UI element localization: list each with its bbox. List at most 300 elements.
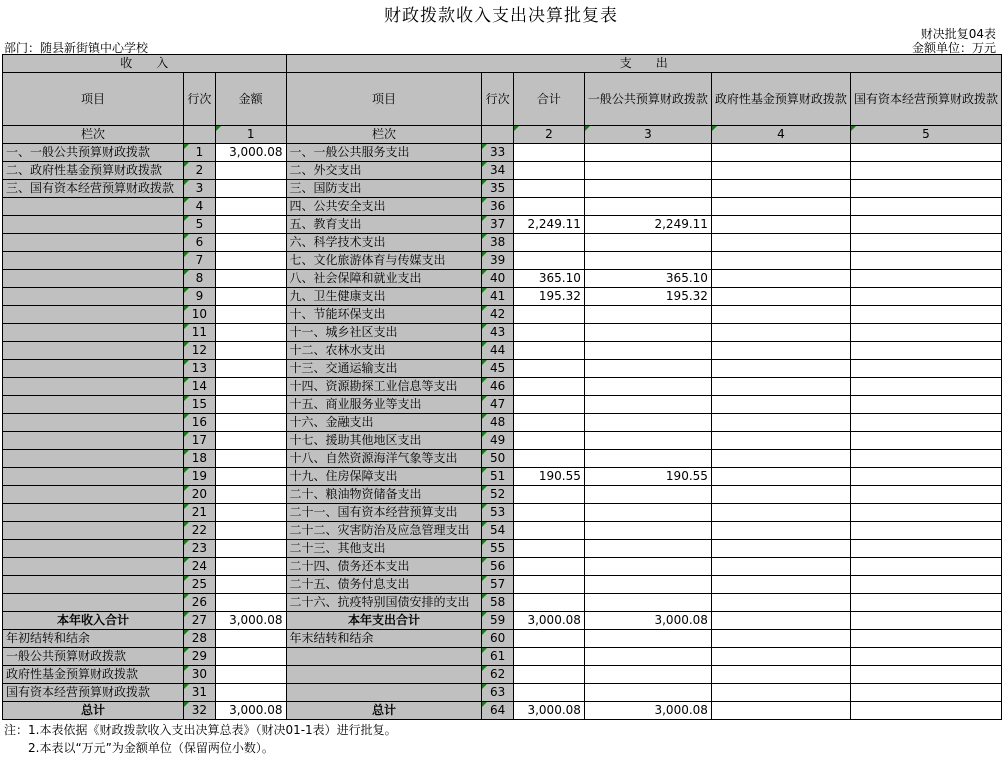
expense-total-sum[interactable]: 3,000.08 bbox=[513, 702, 584, 720]
expense-gov-fund[interactable] bbox=[711, 198, 850, 216]
income-amount[interactable] bbox=[215, 360, 286, 378]
expense-gov-fund[interactable] bbox=[711, 486, 850, 504]
carry-expense-general[interactable] bbox=[584, 684, 711, 702]
income-item bbox=[3, 450, 184, 468]
income-item bbox=[3, 324, 184, 342]
income-line-no: 6 bbox=[184, 234, 216, 252]
expense-gov-fund[interactable] bbox=[711, 540, 850, 558]
income-line-no: 25 bbox=[184, 576, 216, 594]
carry-income-amount[interactable] bbox=[215, 666, 286, 684]
expense-general-budget[interactable] bbox=[584, 540, 711, 558]
expense-state-capital[interactable] bbox=[850, 576, 1001, 594]
expense-general-budget[interactable] bbox=[584, 378, 711, 396]
income-amount[interactable] bbox=[215, 540, 286, 558]
expense-total[interactable] bbox=[513, 342, 584, 360]
expense-line-no: 35 bbox=[482, 180, 514, 198]
expense-total-line-no: 64 bbox=[482, 702, 514, 720]
expense-total-gov-fund[interactable] bbox=[711, 612, 850, 630]
income-amount[interactable] bbox=[215, 378, 286, 396]
carry-over-row bbox=[3, 630, 1002, 648]
income-item bbox=[3, 468, 184, 486]
header-gov-fund: 政府性基金预算财政拨款 bbox=[711, 73, 850, 126]
expense-item: 二十四、债务还本支出 bbox=[286, 558, 482, 576]
income-item bbox=[3, 504, 184, 522]
expense-gov-fund[interactable] bbox=[711, 378, 850, 396]
income-amount[interactable] bbox=[215, 180, 286, 198]
income-amount[interactable] bbox=[215, 558, 286, 576]
table-row bbox=[3, 288, 1002, 306]
expense-total[interactable]: 195.32 bbox=[513, 288, 584, 306]
expense-state-capital[interactable] bbox=[850, 432, 1001, 450]
expense-state-capital[interactable] bbox=[850, 306, 1001, 324]
expense-line-no: 51 bbox=[482, 468, 514, 486]
expense-state-capital[interactable] bbox=[850, 216, 1001, 234]
expense-item: 十九、住房保障支出 bbox=[286, 468, 482, 486]
expense-general-budget[interactable]: 190.55 bbox=[584, 468, 711, 486]
expense-item: 二十一、国有资本经营预算支出 bbox=[286, 504, 482, 522]
expense-section: 支 出 bbox=[286, 55, 1001, 73]
carry-expense-line-no: 63 bbox=[482, 684, 514, 702]
expense-gov-fund[interactable] bbox=[711, 252, 850, 270]
expense-state-capital[interactable] bbox=[850, 360, 1001, 378]
expense-general-budget[interactable] bbox=[584, 234, 711, 252]
expense-state-capital[interactable] bbox=[850, 468, 1001, 486]
income-item bbox=[3, 432, 184, 450]
expense-item: 二十、粮油物资储备支出 bbox=[286, 486, 482, 504]
expense-line-no: 58 bbox=[482, 594, 514, 612]
expense-total[interactable] bbox=[513, 252, 584, 270]
table-row bbox=[3, 360, 1002, 378]
carry-income-line-no: 31 bbox=[184, 684, 216, 702]
column-2: 2 bbox=[513, 126, 584, 144]
expense-item: 一、一般公共服务支出 bbox=[286, 144, 482, 162]
income-line-no: 14 bbox=[184, 378, 216, 396]
expense-state-capital[interactable] bbox=[850, 450, 1001, 468]
income-item bbox=[3, 540, 184, 558]
income-amount[interactable] bbox=[215, 252, 286, 270]
header-item: 项目 bbox=[3, 73, 184, 126]
table-row bbox=[3, 432, 1002, 450]
income-amount[interactable] bbox=[215, 486, 286, 504]
expense-general-budget[interactable] bbox=[584, 360, 711, 378]
income-item bbox=[3, 576, 184, 594]
table-row bbox=[3, 468, 1002, 486]
income-item: 二、政府性基金预算财政拨款 bbox=[3, 162, 184, 180]
expense-line-no: 56 bbox=[482, 558, 514, 576]
carry-expense-state-capital[interactable] bbox=[850, 648, 1001, 666]
header-state-capital: 国有资本经营预算财政拨款 bbox=[850, 73, 1001, 126]
table-row bbox=[3, 450, 1002, 468]
header-total: 合计 bbox=[513, 73, 584, 126]
table-row bbox=[3, 486, 1002, 504]
expense-line-no: 40 bbox=[482, 270, 514, 288]
income-item bbox=[3, 270, 184, 288]
expense-gov-fund[interactable] bbox=[711, 360, 850, 378]
expense-item: 七、文化旅游体育与传媒支出 bbox=[286, 252, 482, 270]
expense-total[interactable] bbox=[513, 360, 584, 378]
expense-line-no: 55 bbox=[482, 540, 514, 558]
expense-total[interactable] bbox=[513, 144, 584, 162]
expense-item: 十四、资源勘探工业信息等支出 bbox=[286, 378, 482, 396]
expense-line-no: 33 bbox=[482, 144, 514, 162]
expense-general-budget[interactable] bbox=[584, 414, 711, 432]
note-2: 2.本表以“万元”为金额单位（保留两位小数）。 bbox=[4, 741, 274, 755]
expense-gov-fund[interactable] bbox=[711, 162, 850, 180]
table-row bbox=[3, 414, 1002, 432]
expense-item: 四、公共安全支出 bbox=[286, 198, 482, 216]
income-item bbox=[3, 216, 184, 234]
expense-line-no: 45 bbox=[482, 360, 514, 378]
expense-line-no: 38 bbox=[482, 234, 514, 252]
expense-total[interactable]: 2,249.11 bbox=[513, 216, 584, 234]
table-row bbox=[3, 306, 1002, 324]
expense-item: 十六、金融支出 bbox=[286, 414, 482, 432]
expense-general-budget[interactable] bbox=[584, 576, 711, 594]
expense-total[interactable] bbox=[513, 234, 584, 252]
expense-line-no: 43 bbox=[482, 324, 514, 342]
expense-general-budget[interactable] bbox=[584, 558, 711, 576]
expense-general-budget[interactable]: 2,249.11 bbox=[584, 216, 711, 234]
income-amount[interactable]: 3,000.08 bbox=[215, 144, 286, 162]
expense-item: 十八、自然资源海洋气象等支出 bbox=[286, 450, 482, 468]
expense-state-capital[interactable] bbox=[850, 144, 1001, 162]
carry-income-line-no: 29 bbox=[184, 648, 216, 666]
expense-total[interactable] bbox=[513, 486, 584, 504]
expense-total[interactable] bbox=[513, 522, 584, 540]
carry-income-line-no: 28 bbox=[184, 630, 216, 648]
carry-income-amount[interactable] bbox=[215, 684, 286, 702]
income-total-line-no: 27 bbox=[184, 612, 216, 630]
carry-income-item: 一般公共预算财政拨款 bbox=[3, 648, 184, 666]
carry-income-item: 国有资本经营预算财政拨款 bbox=[3, 684, 184, 702]
carry-expense-state-capital[interactable] bbox=[850, 684, 1001, 702]
income-item bbox=[3, 414, 184, 432]
income-amount[interactable] bbox=[215, 342, 286, 360]
carry-income-amount[interactable] bbox=[215, 630, 286, 648]
expense-total[interactable]: 365.10 bbox=[513, 270, 584, 288]
table-row bbox=[3, 162, 1002, 180]
expense-gov-fund[interactable] bbox=[711, 234, 850, 252]
carry-expense-gov-fund[interactable] bbox=[711, 630, 850, 648]
carry-over-row bbox=[3, 684, 1002, 702]
header-general-budget: 一般公共预算财政拨款 bbox=[584, 73, 711, 126]
expense-general-budget[interactable] bbox=[584, 450, 711, 468]
income-line-no: 22 bbox=[184, 522, 216, 540]
header-item-2: 项目 bbox=[286, 73, 482, 126]
table-row bbox=[3, 342, 1002, 360]
expense-total-state-capital[interactable] bbox=[850, 702, 1001, 720]
expense-general-budget[interactable] bbox=[584, 594, 711, 612]
expense-state-capital[interactable] bbox=[850, 558, 1001, 576]
carry-expense-item bbox=[286, 666, 482, 684]
expense-general-budget[interactable] bbox=[584, 396, 711, 414]
expense-general-budget[interactable] bbox=[584, 198, 711, 216]
expense-gov-fund[interactable] bbox=[711, 288, 850, 306]
income-amount[interactable] bbox=[215, 234, 286, 252]
page-title: 财政拨款收入支出决算批复表 bbox=[384, 6, 618, 26]
income-amount[interactable] bbox=[215, 198, 286, 216]
expense-state-capital[interactable] bbox=[850, 234, 1001, 252]
income-total-amount[interactable]: 3,000.08 bbox=[215, 702, 286, 720]
expense-item: 六、科学技术支出 bbox=[286, 234, 482, 252]
expense-item: 十二、农林水支出 bbox=[286, 342, 482, 360]
income-item bbox=[3, 342, 184, 360]
carry-income-amount[interactable] bbox=[215, 648, 286, 666]
income-line-no: 26 bbox=[184, 594, 216, 612]
expense-gov-fund[interactable] bbox=[711, 216, 850, 234]
expense-general-budget[interactable] bbox=[584, 306, 711, 324]
expense-state-capital[interactable] bbox=[850, 540, 1001, 558]
expense-total[interactable] bbox=[513, 432, 584, 450]
expense-gov-fund[interactable] bbox=[711, 144, 850, 162]
income-amount[interactable] bbox=[215, 468, 286, 486]
income-item bbox=[3, 288, 184, 306]
expense-gov-fund[interactable] bbox=[711, 180, 850, 198]
table-row bbox=[3, 270, 1002, 288]
expense-total[interactable] bbox=[513, 450, 584, 468]
expense-state-capital[interactable] bbox=[850, 270, 1001, 288]
income-amount[interactable] bbox=[215, 396, 286, 414]
income-item bbox=[3, 360, 184, 378]
income-line-no: 9 bbox=[184, 288, 216, 306]
expense-gov-fund[interactable] bbox=[711, 324, 850, 342]
expense-total-general[interactable]: 3,000.08 bbox=[584, 612, 711, 630]
expense-item: 二、外交支出 bbox=[286, 162, 482, 180]
expense-general-budget[interactable]: 195.32 bbox=[584, 288, 711, 306]
income-total-label: 总计 bbox=[3, 702, 184, 720]
income-amount[interactable] bbox=[215, 522, 286, 540]
expense-state-capital[interactable] bbox=[850, 414, 1001, 432]
expense-state-capital[interactable] bbox=[850, 324, 1001, 342]
carry-over-row bbox=[3, 648, 1002, 666]
income-line-no: 4 bbox=[184, 198, 216, 216]
column-label: 栏次 bbox=[3, 126, 184, 144]
expense-general-budget[interactable] bbox=[584, 504, 711, 522]
expense-gov-fund[interactable] bbox=[711, 576, 850, 594]
income-amount[interactable] bbox=[215, 324, 286, 342]
expense-total[interactable] bbox=[513, 306, 584, 324]
carry-expense-total[interactable] bbox=[513, 666, 584, 684]
carry-income-item: 年初结转和结余 bbox=[3, 630, 184, 648]
expense-general-budget[interactable] bbox=[584, 432, 711, 450]
expense-total-general[interactable]: 3,000.08 bbox=[584, 702, 711, 720]
expense-total-state-capital[interactable] bbox=[850, 612, 1001, 630]
column-4: 4 bbox=[711, 126, 850, 144]
carry-expense-state-capital[interactable] bbox=[850, 666, 1001, 684]
income-total-amount[interactable]: 3,000.08 bbox=[215, 612, 286, 630]
expense-line-no: 36 bbox=[482, 198, 514, 216]
carry-expense-item bbox=[286, 684, 482, 702]
expense-total[interactable] bbox=[513, 576, 584, 594]
expense-item: 十七、援助其他地区支出 bbox=[286, 432, 482, 450]
income-amount[interactable] bbox=[215, 414, 286, 432]
expense-general-budget[interactable] bbox=[584, 180, 711, 198]
expense-line-no: 57 bbox=[482, 576, 514, 594]
table-row bbox=[3, 144, 1002, 162]
expense-item: 十、节能环保支出 bbox=[286, 306, 482, 324]
expense-state-capital[interactable] bbox=[850, 522, 1001, 540]
income-section: 收 入 bbox=[3, 55, 287, 73]
expense-total[interactable] bbox=[513, 414, 584, 432]
table-row bbox=[3, 396, 1002, 414]
expense-total-sum[interactable]: 3,000.08 bbox=[513, 612, 584, 630]
expense-total[interactable] bbox=[513, 540, 584, 558]
income-amount[interactable] bbox=[215, 306, 286, 324]
expense-total[interactable] bbox=[513, 378, 584, 396]
income-line-no: 21 bbox=[184, 504, 216, 522]
expense-item: 十五、商业服务业等支出 bbox=[286, 396, 482, 414]
expense-gov-fund[interactable] bbox=[711, 468, 850, 486]
expense-total[interactable] bbox=[513, 162, 584, 180]
income-line-no: 24 bbox=[184, 558, 216, 576]
income-line-no: 3 bbox=[184, 180, 216, 198]
expense-gov-fund[interactable] bbox=[711, 504, 850, 522]
expense-total-line-no: 59 bbox=[482, 612, 514, 630]
expense-general-budget[interactable] bbox=[584, 144, 711, 162]
income-item bbox=[3, 486, 184, 504]
expense-gov-fund[interactable] bbox=[711, 558, 850, 576]
income-item: 一、一般公共预算财政拨款 bbox=[3, 144, 184, 162]
expense-state-capital[interactable] bbox=[850, 162, 1001, 180]
income-line-no: 12 bbox=[184, 342, 216, 360]
expense-item: 二十六、抗疫特别国债安排的支出 bbox=[286, 594, 482, 612]
expense-general-budget[interactable]: 365.10 bbox=[584, 270, 711, 288]
expense-gov-fund[interactable] bbox=[711, 270, 850, 288]
table-row bbox=[3, 594, 1002, 612]
expense-total[interactable] bbox=[513, 324, 584, 342]
carry-expense-total[interactable] bbox=[513, 630, 584, 648]
expense-item: 十一、城乡社区支出 bbox=[286, 324, 482, 342]
expense-gov-fund[interactable] bbox=[711, 522, 850, 540]
column-5: 5 bbox=[850, 126, 1001, 144]
income-item bbox=[3, 252, 184, 270]
expense-total[interactable] bbox=[513, 180, 584, 198]
expense-gov-fund[interactable] bbox=[711, 342, 850, 360]
carry-expense-gov-fund[interactable] bbox=[711, 684, 850, 702]
table-row bbox=[3, 540, 1002, 558]
column-1: 1 bbox=[215, 126, 286, 144]
carry-income-line-no: 30 bbox=[184, 666, 216, 684]
header-line-no: 行次 bbox=[184, 73, 216, 126]
expense-line-no: 42 bbox=[482, 306, 514, 324]
carry-expense-total[interactable] bbox=[513, 684, 584, 702]
expense-general-budget[interactable] bbox=[584, 324, 711, 342]
expense-gov-fund[interactable] bbox=[711, 396, 850, 414]
expense-total[interactable] bbox=[513, 504, 584, 522]
expense-general-budget[interactable] bbox=[584, 162, 711, 180]
carry-expense-gov-fund[interactable] bbox=[711, 648, 850, 666]
income-amount[interactable] bbox=[215, 432, 286, 450]
expense-gov-fund[interactable] bbox=[711, 432, 850, 450]
table-row bbox=[3, 324, 1002, 342]
income-item bbox=[3, 234, 184, 252]
income-amount[interactable] bbox=[215, 216, 286, 234]
expense-line-no: 41 bbox=[482, 288, 514, 306]
column-label-2: 栏次 bbox=[286, 126, 482, 144]
column-header-row bbox=[3, 73, 1002, 126]
income-total-line-no: 32 bbox=[184, 702, 216, 720]
income-amount[interactable] bbox=[215, 270, 286, 288]
income-item bbox=[3, 558, 184, 576]
carry-expense-general[interactable] bbox=[584, 630, 711, 648]
carry-expense-state-capital[interactable] bbox=[850, 630, 1001, 648]
expense-state-capital[interactable] bbox=[850, 198, 1001, 216]
expense-state-capital[interactable] bbox=[850, 378, 1001, 396]
expense-total-gov-fund[interactable] bbox=[711, 702, 850, 720]
expense-total[interactable] bbox=[513, 198, 584, 216]
income-amount[interactable] bbox=[215, 162, 286, 180]
expense-total[interactable] bbox=[513, 396, 584, 414]
expense-total[interactable] bbox=[513, 558, 584, 576]
income-amount[interactable] bbox=[215, 288, 286, 306]
carry-expense-line-no: 61 bbox=[482, 648, 514, 666]
expense-line-no: 48 bbox=[482, 414, 514, 432]
carry-expense-item bbox=[286, 648, 482, 666]
expense-gov-fund[interactable] bbox=[711, 450, 850, 468]
expense-gov-fund[interactable] bbox=[711, 306, 850, 324]
expense-general-budget[interactable] bbox=[584, 486, 711, 504]
expense-general-budget[interactable] bbox=[584, 252, 711, 270]
header-amount: 金额 bbox=[215, 73, 286, 126]
expense-state-capital[interactable] bbox=[850, 486, 1001, 504]
carry-expense-line-no: 62 bbox=[482, 666, 514, 684]
expense-state-capital[interactable] bbox=[850, 396, 1001, 414]
income-line-no: 18 bbox=[184, 450, 216, 468]
expense-gov-fund[interactable] bbox=[711, 594, 850, 612]
expense-general-budget[interactable] bbox=[584, 342, 711, 360]
expense-total[interactable]: 190.55 bbox=[513, 468, 584, 486]
expense-state-capital[interactable] bbox=[850, 594, 1001, 612]
table-row bbox=[3, 234, 1002, 252]
income-line-no: 11 bbox=[184, 324, 216, 342]
income-line-no: 10 bbox=[184, 306, 216, 324]
note-1: 注：1.本表依据《财政拨款收入支出决算总表》（财决01-1表）进行批复。 bbox=[4, 723, 397, 737]
income-item bbox=[3, 198, 184, 216]
expense-general-budget[interactable] bbox=[584, 522, 711, 540]
expense-total[interactable] bbox=[513, 594, 584, 612]
expense-item: 二十三、其他支出 bbox=[286, 540, 482, 558]
carry-expense-general[interactable] bbox=[584, 666, 711, 684]
expense-line-no: 47 bbox=[482, 396, 514, 414]
department-label: 部门：随县新街镇中心学校 bbox=[4, 41, 149, 55]
column-3: 3 bbox=[584, 126, 711, 144]
income-amount[interactable] bbox=[215, 576, 286, 594]
expense-item: 二十五、债务付息支出 bbox=[286, 576, 482, 594]
expense-state-capital[interactable] bbox=[850, 252, 1001, 270]
income-line-no: 19 bbox=[184, 468, 216, 486]
expense-line-no: 46 bbox=[482, 378, 514, 396]
expense-gov-fund[interactable] bbox=[711, 414, 850, 432]
expense-state-capital[interactable] bbox=[850, 288, 1001, 306]
expense-state-capital[interactable] bbox=[850, 342, 1001, 360]
carry-expense-gov-fund[interactable] bbox=[711, 666, 850, 684]
income-line-no: 5 bbox=[184, 216, 216, 234]
expense-line-no: 49 bbox=[482, 432, 514, 450]
expense-state-capital[interactable] bbox=[850, 180, 1001, 198]
expense-state-capital[interactable] bbox=[850, 504, 1001, 522]
table-row bbox=[3, 180, 1002, 198]
year-total-row bbox=[3, 612, 1002, 630]
expense-line-no: 50 bbox=[482, 450, 514, 468]
carry-income-item: 政府性基金预算财政拨款 bbox=[3, 666, 184, 684]
section-header-row bbox=[3, 55, 1002, 73]
income-amount[interactable] bbox=[215, 504, 286, 522]
carry-expense-total[interactable] bbox=[513, 648, 584, 666]
income-amount[interactable] bbox=[215, 450, 286, 468]
carry-expense-line-no: 60 bbox=[482, 630, 514, 648]
income-amount[interactable] bbox=[215, 594, 286, 612]
carry-expense-general[interactable] bbox=[584, 648, 711, 666]
